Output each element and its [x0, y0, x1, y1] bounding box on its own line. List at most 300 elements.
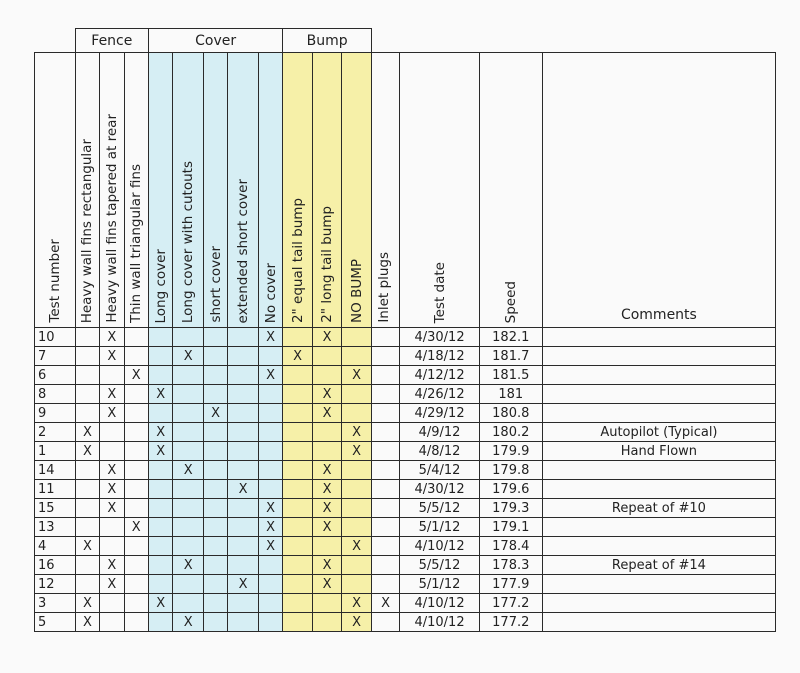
cell-cover-2 — [173, 404, 204, 423]
cell-test-number: 15 — [35, 499, 76, 518]
cell-bump-2: X — [312, 518, 342, 537]
col-bump-2-label: 2" long tail bump — [319, 206, 336, 323]
col-fence-1-label: Heavy wall fins rectangular — [79, 138, 96, 323]
cell-cover-3 — [203, 556, 227, 575]
cell-speed: 180.8 — [479, 404, 542, 423]
cell-test-number: 5 — [35, 613, 76, 632]
cell-test-date: 5/5/12 — [400, 556, 479, 575]
cell-bump-2: X — [312, 328, 342, 347]
cell-cover-4 — [228, 537, 259, 556]
cell-speed: 177.2 — [479, 613, 542, 632]
col-cover-4-label: extended short cover — [235, 178, 252, 323]
table-row — [35, 480, 776, 499]
cell-fence-3 — [124, 613, 148, 632]
col-cover-5-label: No cover — [262, 262, 279, 323]
col-bump-3 — [342, 53, 372, 328]
cell-speed: 181.5 — [479, 366, 542, 385]
cell-cover-2 — [173, 385, 204, 404]
cell-test-date: 4/30/12 — [400, 480, 479, 499]
cell-speed: 178.3 — [479, 556, 542, 575]
table-row — [35, 347, 776, 366]
cell-cover-1 — [148, 556, 172, 575]
cell-cover-4 — [228, 328, 259, 347]
cell-fence-3 — [124, 556, 148, 575]
cell-cover-4 — [228, 366, 259, 385]
cell-cover-1 — [148, 613, 172, 632]
cell-test-number: 2 — [35, 423, 76, 442]
cell-fence-2 — [100, 442, 124, 461]
col-cover-3-label: short cover — [207, 246, 224, 323]
cell-speed: 180.2 — [479, 423, 542, 442]
table-row — [35, 461, 776, 480]
cell-fence-1 — [75, 347, 99, 366]
cell-bump-3: X — [342, 423, 372, 442]
cell-test-number: 12 — [35, 575, 76, 594]
cell-test-number: 8 — [35, 385, 76, 404]
cell-fence-2: X — [100, 480, 124, 499]
col-test-date-label: Test date — [431, 261, 448, 323]
cell-cover-3 — [203, 594, 227, 613]
cell-bump-2 — [312, 366, 342, 385]
cell-bump-1 — [283, 480, 313, 499]
blank-corner — [35, 29, 76, 53]
cell-cover-5: X — [258, 499, 282, 518]
cell-cover-1 — [148, 537, 172, 556]
cell-inlet-plugs — [371, 442, 399, 461]
cell-bump-2: X — [312, 575, 342, 594]
cell-test-number: 16 — [35, 556, 76, 575]
cell-bump-1 — [283, 366, 313, 385]
cell-comments — [542, 594, 775, 613]
cell-cover-4 — [228, 613, 259, 632]
col-test-date — [400, 53, 479, 328]
cell-bump-1 — [283, 404, 313, 423]
cell-fence-1: X — [75, 442, 99, 461]
col-cover-5 — [258, 53, 282, 328]
cell-cover-3 — [203, 385, 227, 404]
col-cover-1 — [148, 53, 172, 328]
cell-fence-1 — [75, 575, 99, 594]
cell-inlet-plugs — [371, 404, 399, 423]
cell-speed: 179.3 — [479, 499, 542, 518]
cell-cover-3 — [203, 499, 227, 518]
group-bump: Bump — [283, 29, 372, 53]
cell-cover-1: X — [148, 385, 172, 404]
col-fence-1 — [75, 53, 99, 328]
cell-comments — [542, 537, 775, 556]
cell-bump-3: X — [342, 537, 372, 556]
cell-fence-1 — [75, 480, 99, 499]
cell-speed: 178.4 — [479, 537, 542, 556]
cell-cover-2 — [173, 537, 204, 556]
cell-fence-2: X — [100, 461, 124, 480]
cell-bump-2: X — [312, 499, 342, 518]
cell-cover-2 — [173, 328, 204, 347]
cell-cover-1 — [148, 347, 172, 366]
table-row — [35, 575, 776, 594]
cell-cover-5 — [258, 442, 282, 461]
cell-fence-2 — [100, 537, 124, 556]
cell-fence-1: X — [75, 613, 99, 632]
cell-fence-3 — [124, 480, 148, 499]
cell-inlet-plugs — [371, 499, 399, 518]
cell-cover-3: X — [203, 404, 227, 423]
cell-bump-3 — [342, 518, 372, 537]
cell-test-number: 11 — [35, 480, 76, 499]
cell-test-date: 5/1/12 — [400, 518, 479, 537]
cell-cover-3 — [203, 575, 227, 594]
blank-group-spacer-3 — [479, 29, 542, 53]
cell-inlet-plugs — [371, 366, 399, 385]
cell-cover-3 — [203, 347, 227, 366]
cell-cover-5 — [258, 556, 282, 575]
cell-fence-3 — [124, 442, 148, 461]
cell-bump-1 — [283, 594, 313, 613]
column-header-row — [35, 53, 776, 328]
cell-bump-3 — [342, 328, 372, 347]
cell-bump-1 — [283, 385, 313, 404]
cell-bump-1 — [283, 556, 313, 575]
cell-bump-3 — [342, 404, 372, 423]
cell-test-number: 13 — [35, 518, 76, 537]
col-speed — [479, 53, 542, 328]
cell-bump-3 — [342, 461, 372, 480]
cell-test-number: 1 — [35, 442, 76, 461]
cell-bump-1 — [283, 442, 313, 461]
cell-comments — [542, 518, 775, 537]
cell-bump-1 — [283, 537, 313, 556]
cell-cover-1: X — [148, 423, 172, 442]
cell-test-date: 4/18/12 — [400, 347, 479, 366]
cell-bump-3: X — [342, 442, 372, 461]
cell-cover-3 — [203, 328, 227, 347]
cell-speed: 181 — [479, 385, 542, 404]
cell-fence-2: X — [100, 385, 124, 404]
group-header-row — [35, 29, 776, 53]
cell-fence-1 — [75, 499, 99, 518]
cell-test-date: 4/10/12 — [400, 594, 479, 613]
table-row — [35, 594, 776, 613]
cell-fence-2 — [100, 594, 124, 613]
cell-bump-1 — [283, 461, 313, 480]
table-row — [35, 366, 776, 385]
cell-bump-3 — [342, 347, 372, 366]
cell-cover-1 — [148, 480, 172, 499]
table-row — [35, 613, 776, 632]
cell-speed: 179.8 — [479, 461, 542, 480]
cell-cover-3 — [203, 537, 227, 556]
table-row — [35, 385, 776, 404]
cell-test-date: 4/26/12 — [400, 385, 479, 404]
col-cover-1-label: Long cover — [152, 248, 169, 323]
cell-fence-2: X — [100, 575, 124, 594]
cell-cover-3 — [203, 480, 227, 499]
cell-cover-2: X — [173, 347, 204, 366]
cell-bump-2: X — [312, 480, 342, 499]
cell-inlet-plugs — [371, 347, 399, 366]
cell-bump-1 — [283, 518, 313, 537]
cell-cover-5 — [258, 613, 282, 632]
cell-cover-2 — [173, 594, 204, 613]
cell-comments: Repeat of #14 — [542, 556, 775, 575]
cell-inlet-plugs — [371, 575, 399, 594]
cell-bump-1 — [283, 423, 313, 442]
cell-inlet-plugs — [371, 480, 399, 499]
col-comments — [542, 53, 775, 328]
cell-cover-2: X — [173, 613, 204, 632]
cell-cover-2 — [173, 366, 204, 385]
cell-bump-2 — [312, 347, 342, 366]
cell-bump-1: X — [283, 347, 313, 366]
group-fence: Fence — [75, 29, 148, 53]
cell-bump-3: X — [342, 366, 372, 385]
cell-cover-4 — [228, 404, 259, 423]
cell-cover-3 — [203, 442, 227, 461]
cell-fence-1 — [75, 385, 99, 404]
cell-fence-2 — [100, 613, 124, 632]
cell-cover-1 — [148, 461, 172, 480]
col-fence-3 — [124, 53, 148, 328]
cell-bump-2 — [312, 613, 342, 632]
cell-cover-3 — [203, 461, 227, 480]
cell-bump-1 — [283, 613, 313, 632]
col-fence-3-label: Thin wall triangular fins — [128, 163, 145, 323]
col-bump-1-label: 2" equal tail bump — [289, 197, 306, 323]
cell-bump-3 — [342, 556, 372, 575]
cell-fence-2: X — [100, 328, 124, 347]
table-row — [35, 404, 776, 423]
cell-test-date: 5/5/12 — [400, 499, 479, 518]
blank-group-spacer-4 — [542, 29, 775, 53]
col-cover-2-label: Long cover with cutouts — [180, 160, 197, 323]
cell-cover-4 — [228, 385, 259, 404]
col-bump-2 — [312, 53, 342, 328]
table-row — [35, 518, 776, 537]
cell-cover-4 — [228, 594, 259, 613]
table-row — [35, 442, 776, 461]
cell-fence-3 — [124, 328, 148, 347]
cell-fence-3 — [124, 404, 148, 423]
cell-speed: 182.1 — [479, 328, 542, 347]
cell-fence-2 — [100, 366, 124, 385]
cell-cover-1: X — [148, 442, 172, 461]
cell-bump-3 — [342, 385, 372, 404]
cell-speed: 179.1 — [479, 518, 542, 537]
cell-bump-3 — [342, 575, 372, 594]
cell-cover-3 — [203, 518, 227, 537]
cell-cover-5 — [258, 423, 282, 442]
cell-comments — [542, 480, 775, 499]
cell-comments: Repeat of #10 — [542, 499, 775, 518]
cell-fence-3 — [124, 594, 148, 613]
cell-bump-2: X — [312, 404, 342, 423]
cell-cover-1 — [148, 366, 172, 385]
group-cover: Cover — [148, 29, 282, 53]
cell-cover-1 — [148, 575, 172, 594]
cell-cover-1 — [148, 328, 172, 347]
table-row — [35, 328, 776, 347]
cell-bump-3 — [342, 499, 372, 518]
cell-comments — [542, 347, 775, 366]
cell-cover-5 — [258, 575, 282, 594]
cell-test-date: 4/10/12 — [400, 537, 479, 556]
cell-fence-3 — [124, 575, 148, 594]
cell-test-date: 4/12/12 — [400, 366, 479, 385]
cell-comments — [542, 461, 775, 480]
cell-inlet-plugs — [371, 385, 399, 404]
cell-inlet-plugs — [371, 613, 399, 632]
cell-speed: 177.2 — [479, 594, 542, 613]
cell-bump-1 — [283, 499, 313, 518]
cell-comments — [542, 328, 775, 347]
cell-cover-5 — [258, 480, 282, 499]
cell-inlet-plugs — [371, 423, 399, 442]
table-row — [35, 537, 776, 556]
cell-cover-4 — [228, 556, 259, 575]
cell-cover-2 — [173, 575, 204, 594]
cell-cover-1 — [148, 518, 172, 537]
cell-comments: Hand Flown — [542, 442, 775, 461]
cell-comments — [542, 575, 775, 594]
table-row — [35, 499, 776, 518]
col-inlet-plugs — [371, 53, 399, 328]
cell-fence-2: X — [100, 404, 124, 423]
cell-cover-4 — [228, 518, 259, 537]
col-test-number — [35, 53, 76, 328]
cell-inlet-plugs — [371, 328, 399, 347]
cell-fence-1 — [75, 518, 99, 537]
cell-bump-2 — [312, 594, 342, 613]
cell-cover-5: X — [258, 328, 282, 347]
cell-speed: 177.9 — [479, 575, 542, 594]
cell-fence-3 — [124, 499, 148, 518]
cell-bump-3 — [342, 480, 372, 499]
cell-bump-2: X — [312, 385, 342, 404]
cell-fence-1: X — [75, 537, 99, 556]
cell-fence-3 — [124, 423, 148, 442]
cell-comments — [542, 366, 775, 385]
cell-cover-4: X — [228, 575, 259, 594]
cell-bump-2: X — [312, 461, 342, 480]
cell-cover-4 — [228, 347, 259, 366]
table-body — [35, 328, 776, 632]
cell-cover-5 — [258, 347, 282, 366]
cell-comments — [542, 385, 775, 404]
cell-test-date: 5/1/12 — [400, 575, 479, 594]
col-cover-4 — [228, 53, 259, 328]
cell-fence-3: X — [124, 518, 148, 537]
cell-test-number: 7 — [35, 347, 76, 366]
cell-comments — [542, 404, 775, 423]
col-cover-3 — [203, 53, 227, 328]
cell-cover-2 — [173, 480, 204, 499]
test-results-table — [34, 28, 776, 632]
cell-test-number: 3 — [35, 594, 76, 613]
cell-test-number: 6 — [35, 366, 76, 385]
cell-fence-3 — [124, 461, 148, 480]
cell-test-date: 4/8/12 — [400, 442, 479, 461]
cell-fence-3 — [124, 385, 148, 404]
cell-bump-2 — [312, 423, 342, 442]
cell-cover-4: X — [228, 480, 259, 499]
cell-speed: 179.9 — [479, 442, 542, 461]
cell-bump-3: X — [342, 594, 372, 613]
col-bump-3-label: NO BUMP — [348, 259, 365, 323]
cell-fence-1 — [75, 556, 99, 575]
cell-test-number: 9 — [35, 404, 76, 423]
cell-cover-4 — [228, 499, 259, 518]
cell-fence-2 — [100, 423, 124, 442]
cell-bump-1 — [283, 575, 313, 594]
col-bump-1 — [283, 53, 313, 328]
cell-test-date: 5/4/12 — [400, 461, 479, 480]
col-test-number-label: Test number — [46, 239, 63, 323]
cell-cover-5 — [258, 461, 282, 480]
cell-cover-5: X — [258, 366, 282, 385]
cell-cover-2 — [173, 499, 204, 518]
cell-inlet-plugs — [371, 461, 399, 480]
cell-cover-4 — [228, 423, 259, 442]
cell-inlet-plugs — [371, 556, 399, 575]
cell-fence-1: X — [75, 423, 99, 442]
cell-cover-5: X — [258, 518, 282, 537]
cell-fence-2: X — [100, 556, 124, 575]
cell-fence-2 — [100, 518, 124, 537]
cell-bump-2 — [312, 537, 342, 556]
cell-test-number: 10 — [35, 328, 76, 347]
cell-fence-3 — [124, 537, 148, 556]
cell-speed: 181.7 — [479, 347, 542, 366]
cell-bump-2 — [312, 442, 342, 461]
cell-fence-2: X — [100, 499, 124, 518]
cell-fence-1 — [75, 404, 99, 423]
cell-fence-3 — [124, 347, 148, 366]
cell-fence-1 — [75, 461, 99, 480]
cell-fence-1: X — [75, 594, 99, 613]
cell-test-number: 4 — [35, 537, 76, 556]
cell-cover-3 — [203, 423, 227, 442]
cell-test-date: 4/9/12 — [400, 423, 479, 442]
cell-cover-1: X — [148, 594, 172, 613]
cell-cover-5 — [258, 404, 282, 423]
cell-cover-2: X — [173, 556, 204, 575]
cell-speed: 179.6 — [479, 480, 542, 499]
col-speed-label: Speed — [502, 280, 519, 323]
cell-cover-1 — [148, 499, 172, 518]
cell-cover-4 — [228, 461, 259, 480]
table-row — [35, 556, 776, 575]
cell-inlet-plugs — [371, 537, 399, 556]
cell-cover-5 — [258, 594, 282, 613]
cell-bump-3: X — [342, 613, 372, 632]
cell-fence-2: X — [100, 347, 124, 366]
cell-test-number: 14 — [35, 461, 76, 480]
cell-cover-5 — [258, 385, 282, 404]
cell-inlet-plugs — [371, 518, 399, 537]
cell-comments: Autopilot (Typical) — [542, 423, 775, 442]
blank-group-spacer-2 — [400, 29, 479, 53]
cell-bump-1 — [283, 328, 313, 347]
cell-test-date: 4/10/12 — [400, 613, 479, 632]
col-comments-label: Comments — [620, 307, 697, 323]
col-inlet-plugs-label: Inlet plugs — [375, 252, 392, 323]
cell-cover-3 — [203, 366, 227, 385]
col-fence-2 — [100, 53, 124, 328]
col-cover-2 — [173, 53, 204, 328]
cell-comments — [542, 613, 775, 632]
cell-cover-2 — [173, 518, 204, 537]
cell-fence-1 — [75, 328, 99, 347]
